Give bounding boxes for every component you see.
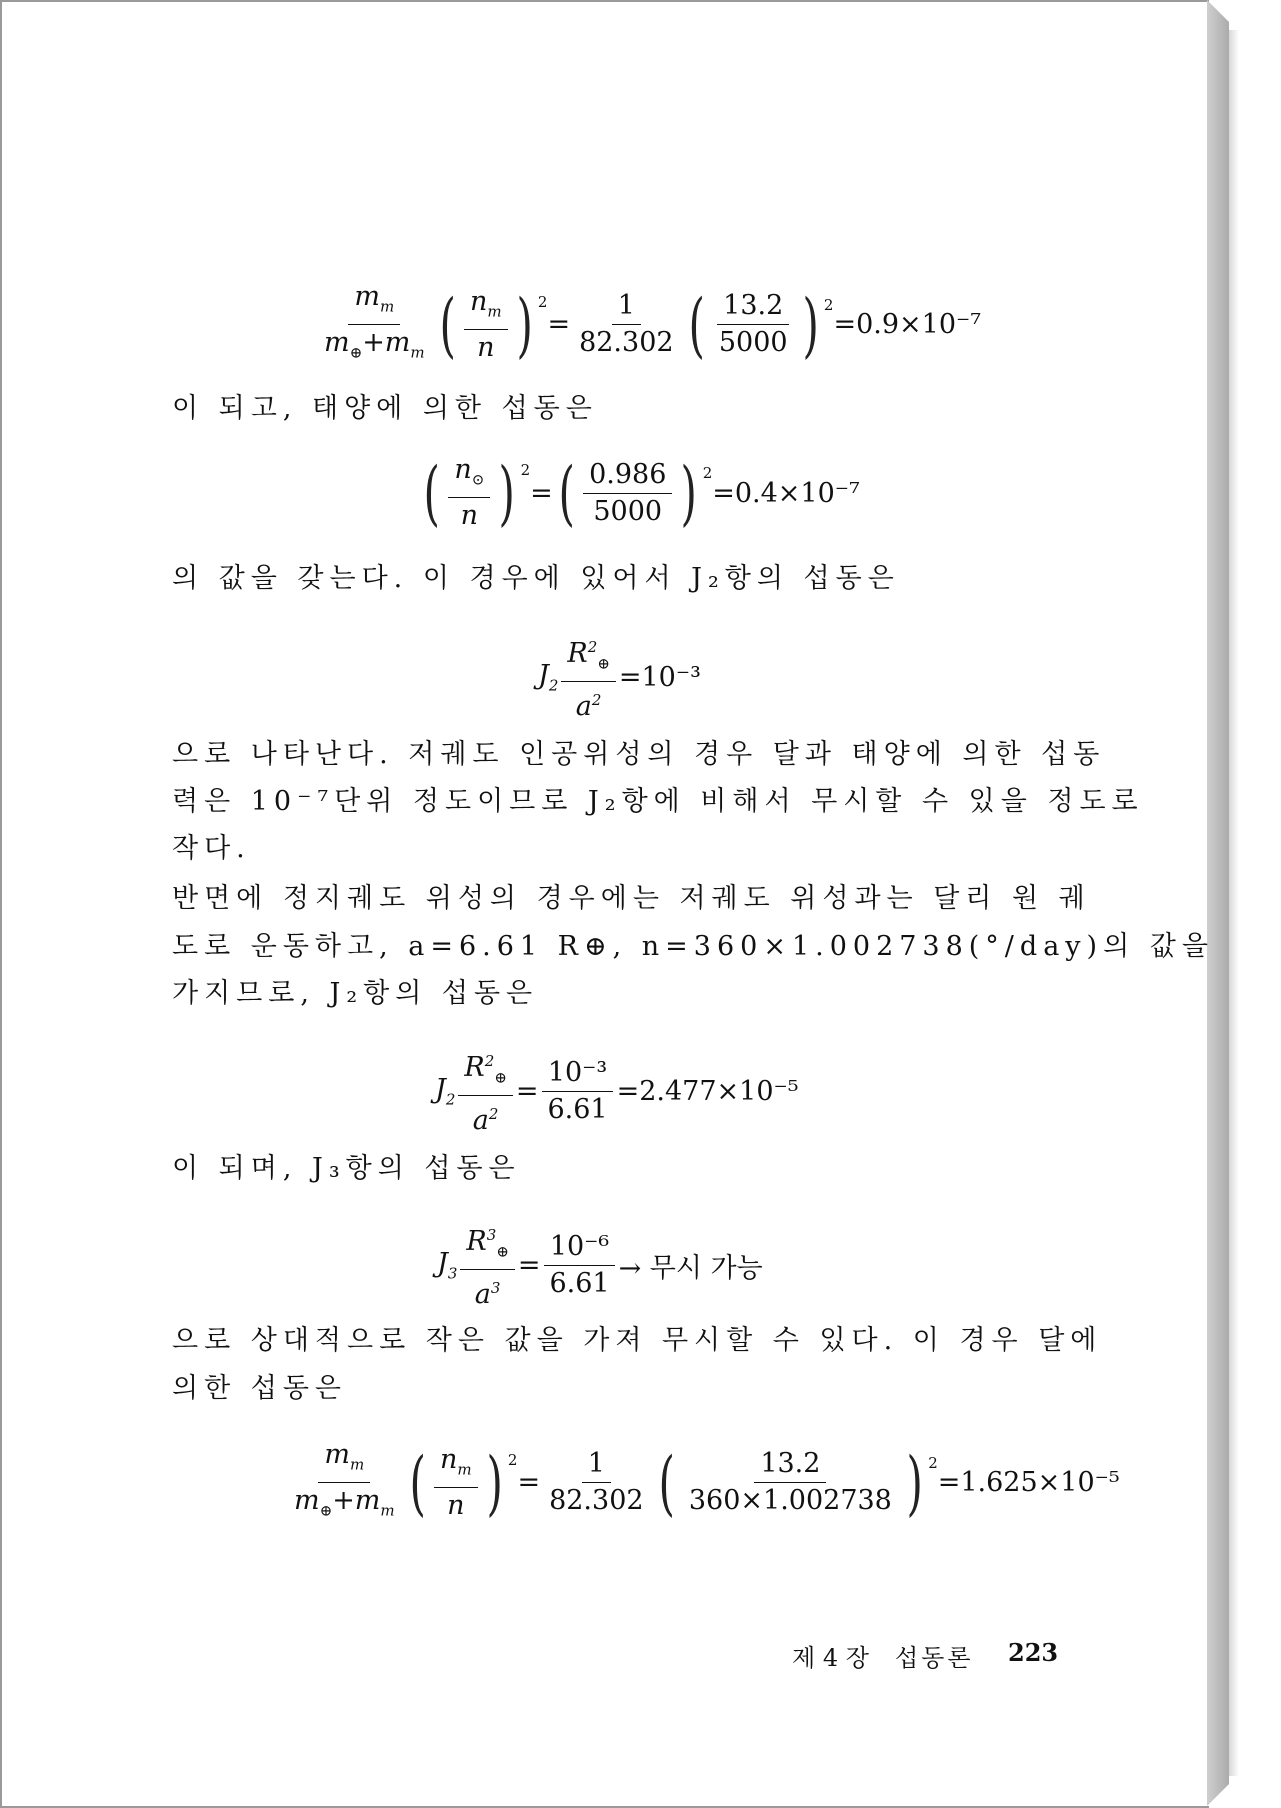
- text-line-10: 으로 상대적으로 작은 값을 가져 무시할 수 있다. 이 경우 달에: [172, 1325, 1103, 1356]
- text-line-6: 반면에 정지궤도 위성의 경우에는 저궤도 위성과는 달리 원 궤: [172, 883, 1091, 914]
- equation-4: $J_2$ $\frac{R^2_\oplus}{a^2}$ = $\frac{\text{10⁻³}}{6.61}$ =2.477×10⁻⁵: [435, 1046, 799, 1136]
- text-line-8: 가지므로, J₂항의 섭동은: [172, 978, 539, 1009]
- equation-2: ( $\frac{n_⊙}{n}$ ) $^2$ = ( $\frac{0.986}{5000}$ ) $^2$ =0.4×10⁻⁷: [423, 452, 860, 535]
- text-line-3: 으로 나타난다. 저궤도 인공위성의 경우 달과 태양에 의한 섭동: [172, 739, 1106, 770]
- text-line-1: 이 되고, 태양에 의한 섭동은: [172, 393, 598, 424]
- page-shadow: [1229, 30, 1239, 1776]
- text-line-7: 도로 운동하고, a=6.61 R⊕, n=360×1.002738(°/day)의 값을: [172, 931, 1214, 962]
- text-line-11: 의한 섭동은: [172, 1373, 347, 1404]
- equation-1: $\frac{m_m}{m_\oplus+m_m}$ ( $\frac{n_m}{n}$ ) $^2$ = $\frac{1}{82.302}$ ( $\frac{13.2}{5000}$ ) $^2$ =0.9×10⁻⁷: [324, 281, 982, 366]
- equation-6: $\frac{m_m}{m_\oplus+m_m}$ ( $\frac{n_m}{n}$ ) $^2$ = $\frac{1}{82.302}$ ( $\frac{13.2}{360\times 1.002738}$ ) $^2$ =1.625×10⁻⁵: [294, 1439, 1120, 1524]
- equation-5: $J_3$ $\frac{R^3_\oplus}{a^3}$ = $\frac{\text{10⁻⁶}}{6.61}$ → 무시 가능: [437, 1220, 763, 1310]
- text-line-4: 력은 10⁻⁷단위 정도이므로 J₂항에 비해서 무시할 수 있을 정도로: [172, 786, 1144, 817]
- text-line-9: 이 되며, J₃항의 섭동은: [172, 1153, 521, 1184]
- text-line-2: 의 값을 갖는다. 이 경우에 있어서 J₂항의 섭동은: [172, 563, 900, 594]
- page-number: 223: [1008, 1638, 1059, 1667]
- footer-chapter: 제 4 장: [792, 1644, 869, 1672]
- equation-3: $J_2$ $\frac{R^2_\oplus}{a^2}$ =10⁻³: [538, 632, 701, 722]
- footer-title: 섭동론: [895, 1644, 974, 1672]
- page-stack-edge: [1207, 0, 1229, 1806]
- text-line-5: 작다.: [172, 833, 251, 864]
